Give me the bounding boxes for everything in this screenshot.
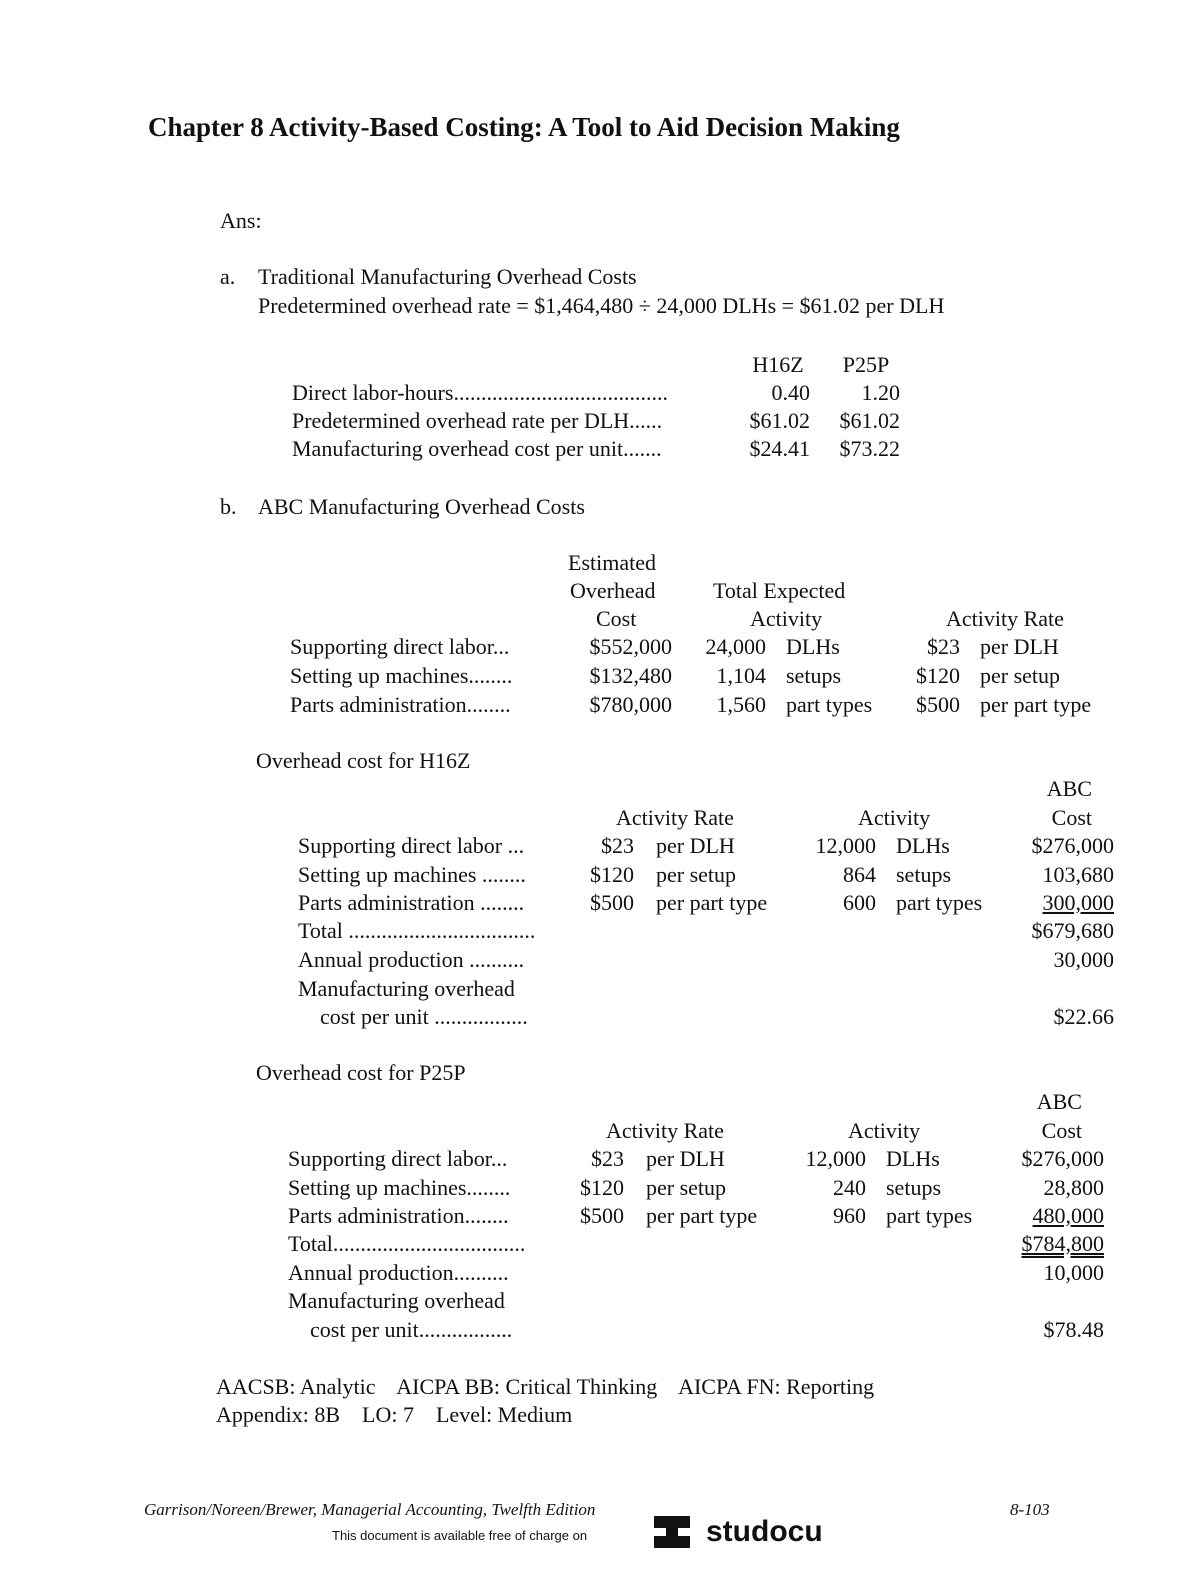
cell-value: $552,000 [589,634,672,659]
cell-value: $276,000 [1021,1146,1104,1171]
col-header-activity-rate: Activity Rate [606,1118,724,1143]
row-label: Supporting direct labor ... [298,833,525,858]
aacsb-aicpa-tags: AACSB: Analytic AICPA BB: Critical Thinking AICPA FN: Reporting [216,1374,875,1399]
mfg-overhead-label: Manufacturing overhead [298,976,515,1001]
cell-value: setups [786,663,841,688]
studocu-wordmark: studocu [706,1515,823,1548]
cell-value: 600 [843,890,876,915]
cell-value: 12,000 [805,1146,866,1171]
cell-value: 240 [833,1175,866,1200]
cell-value: per DLH [980,634,1059,659]
footer-citation: Garrison/Noreen/Brewer, Managerial Accounting, Twelfth Edition [144,1500,596,1519]
cell-value: 12,000 [815,833,876,858]
row-label: Manufacturing overhead cost per unit....... [292,436,662,461]
cell-value: per DLH [646,1146,725,1171]
cell-value: 103,680 [1042,862,1114,887]
cell-value: $276,000 [1031,833,1114,858]
cell-value: $500 [590,890,634,915]
annual-production-value: 10,000 [1043,1260,1104,1285]
cell-value: 1,560 [716,692,766,717]
col-header-h16z: H16Z [752,352,804,377]
p25p-heading: Overhead cost for P25P [256,1060,466,1085]
row-label: Parts administration........ [288,1203,509,1228]
page-title: Chapter 8 Activity-Based Costing: A Tool to Aid Decision Making [148,112,900,142]
cell-value: part types [786,692,873,717]
row-label: Parts administration........ [290,692,511,717]
predetermined-rate-line: Predetermined overhead rate = $1,464,480 ÷ 24,000 DLHs = $61.02 per DLH [258,293,945,318]
cell-value: per part type [656,890,768,915]
annual-production-label: Annual production .......... [298,947,525,972]
cell-value: 864 [843,862,876,887]
cell-value: 24,000 [705,634,766,659]
col-header-activity: Activity [848,1118,921,1143]
page-number: 8-103 [1010,1500,1050,1519]
cell-value: setups [896,862,951,887]
cell-value: $500 [916,692,960,717]
col-header-activity: Activity [750,606,823,631]
cell-value: 480,000 [1032,1203,1104,1228]
cell-value: $61.02 [839,408,900,433]
cell-value: per setup [646,1175,727,1200]
row-label: Supporting direct labor... [288,1146,508,1171]
col-header-activity: Activity [858,805,931,830]
appendix-lo-level: Appendix: 8B LO: 7 Level: Medium [216,1402,573,1427]
cost-per-unit-value: $78.48 [1043,1317,1104,1342]
part-a-heading: Traditional Manufacturing Overhead Costs [258,264,637,289]
cell-value: 960 [833,1203,866,1228]
cell-value: $120 [590,862,634,887]
row-label: Predetermined overhead rate per DLH...... [292,408,663,433]
h16z-heading: Overhead cost for H16Z [256,748,471,773]
col-header-cost: Cost [596,606,637,631]
mfg-overhead-label: Manufacturing overhead [288,1288,505,1313]
cell-value: $73.22 [839,436,900,461]
cell-value: 300,000 [1042,890,1114,915]
cell-value: per part type [646,1203,758,1228]
part-b-heading: ABC Manufacturing Overhead Costs [258,494,585,519]
cell-value: DLHs [896,833,950,858]
cell-value: DLHs [786,634,840,659]
cell-value: 28,800 [1043,1175,1104,1200]
studocu-logo-icon [640,1510,700,1554]
cell-value: part types [886,1203,973,1228]
cost-per-unit-label: cost per unit................. [310,1317,513,1342]
total-label: Total .................................. [298,918,536,943]
col-header-total-expected: Total Expected [713,578,846,603]
row-label: Parts administration ........ [298,890,525,915]
part-a-letter: a. [220,264,236,289]
cell-value: $500 [580,1203,624,1228]
cell-value: DLHs [886,1146,940,1171]
cell-value: setups [886,1175,941,1200]
cell-value: $23 [601,833,634,858]
col-header-p25p: P25P [842,352,890,377]
annual-production-label: Annual production.......... [288,1260,509,1285]
cost-per-unit-value: $22.66 [1053,1004,1114,1029]
cell-value: per part type [980,692,1092,717]
col-header-cost: Cost [1041,1118,1082,1143]
row-label: Supporting direct labor... [290,634,510,659]
col-header-activity-rate: Activity Rate [946,606,1064,631]
col-header-activity-rate: Activity Rate [616,805,734,830]
cell-value: $23 [591,1146,624,1171]
part-b-letter: b. [220,494,237,519]
row-label: Setting up machines........ [288,1175,511,1200]
cell-value: $132,480 [589,663,672,688]
row-label: Direct labor-hours....................................... [292,380,668,405]
col-header-estimated: Estimated [568,550,656,575]
cell-value: $780,000 [589,692,672,717]
cell-value: $61.02 [749,408,810,433]
row-label: Setting up machines ........ [298,862,526,887]
cell-value: 1.20 [861,380,900,405]
total-value: $784,800 [1021,1231,1104,1256]
cost-per-unit-label: cost per unit ................. [320,1004,528,1029]
cell-value: 0.40 [771,380,810,405]
cell-value: $24.41 [749,436,810,461]
cell-value: 1,104 [716,663,766,688]
availability-note: This document is available free of charge on [332,1528,588,1543]
total-label: Total................................... [288,1231,526,1256]
col-header-abc: ABC [1036,1089,1082,1114]
cell-value: per DLH [656,833,735,858]
col-header-cost: Cost [1051,805,1092,830]
cell-value: $120 [580,1175,624,1200]
total-value: $679,680 [1031,918,1114,943]
cell-value: $120 [916,663,960,688]
cell-value: per setup [980,663,1061,688]
cell-value: $23 [927,634,960,659]
col-header-overhead: Overhead [570,578,656,603]
row-label: Setting up machines........ [290,663,513,688]
cell-value: part types [896,890,983,915]
studocu-logo[interactable] [640,1510,823,1554]
answer-label: Ans: [220,208,262,233]
col-header-abc: ABC [1046,776,1092,801]
annual-production-value: 30,000 [1053,947,1114,972]
cell-value: per setup [656,862,737,887]
